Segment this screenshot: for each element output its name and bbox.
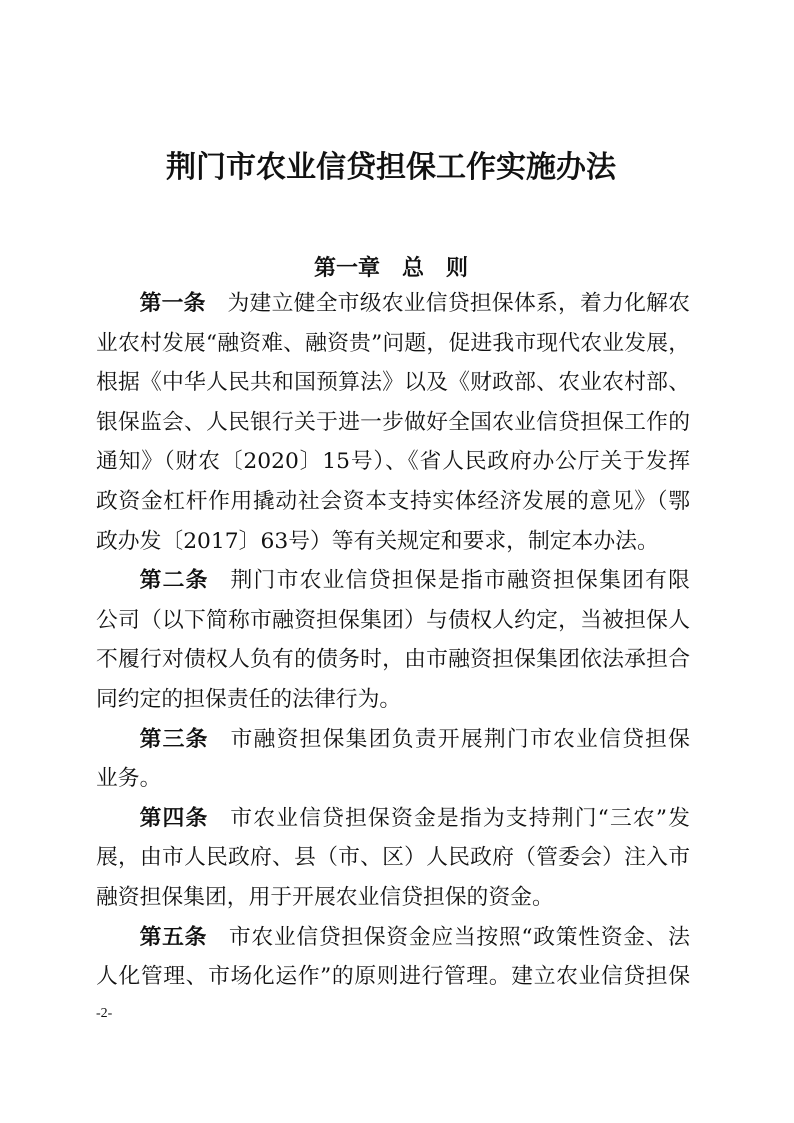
article-4-label: 第四条 xyxy=(139,805,209,831)
article-5-line-2: 人化管理、市场化运作”的原则进行管理。建立农业信贷担保 xyxy=(96,964,690,990)
article-3-line-2: 业务。 xyxy=(96,766,162,792)
article-5-text: 市农业信贷担保资金应当按照“政策性资金、法 xyxy=(228,924,690,950)
article-4-line-3: 融资担保集团，用于开展农业信贷担保的资金。 xyxy=(96,884,554,910)
article-1-line-4: 银保监会、人民银行关于进一步做好全国农业信贷担保工作的 xyxy=(96,409,690,435)
article-4-text: 市农业信贷担保资金是指为支持荆门“三农”发 xyxy=(230,805,690,831)
article-3-text: 市融资担保集团负责开展荆门市农业信贷担保 xyxy=(230,726,690,752)
article-5-label: 第五条 xyxy=(139,924,208,950)
article-1-line-7: 政办发〔2017〕63号）等有关规定和要求，制定本办法。 xyxy=(96,528,659,554)
article-3-line-1 xyxy=(96,720,690,760)
article-2-line-2: 公司（以下简称市融资担保集团）与债权人约定，当被担保人 xyxy=(96,607,690,633)
article-4-line-2: 展，由市人民政府、县（市、区）人民政府（管委会）注入市 xyxy=(96,845,690,871)
document-title: 荆门市农业信贷担保工作实施办法 xyxy=(166,150,616,185)
article-4-line-1 xyxy=(96,799,690,839)
article-1-line-6: 政资金杠杆作用撬动社会资本支持实体经济发展的意见》（鄂 xyxy=(96,488,690,514)
article-2-line-3: 不履行对债权人负有的债务时，由市融资担保集团依法承担合 xyxy=(96,647,690,673)
article-1-line-1 xyxy=(96,284,690,324)
article-1-line-2: 业农村发展“融资难、融资贵”问题，促进我市现代农业发展， xyxy=(96,330,690,356)
article-2-line-1 xyxy=(96,561,690,601)
article-1-line-3: 根据《中华人民共和国预算法》以及《财政部、农业农村部、 xyxy=(96,370,690,396)
page-number: -2- xyxy=(96,1006,113,1021)
article-1-label: 第一条 xyxy=(139,291,206,316)
article-2-label: 第二条 xyxy=(139,568,209,594)
article-2-line-4: 同约定的担保责任的法律行为。 xyxy=(96,686,402,712)
chapter-heading: 第一章 总 则 xyxy=(313,255,468,281)
article-1-text: 为建立健全市级农业信贷担保体系，着力化解农 xyxy=(227,291,690,316)
article-5-line-1 xyxy=(96,918,690,958)
document-body xyxy=(96,284,690,997)
article-3-label: 第三条 xyxy=(139,726,209,752)
article-2-text: 荆门市农业信贷担保是指市融资担保集团有限 xyxy=(230,568,690,594)
article-1-line-5: 通知》（财农〔2020〕15号）、《省人民政府办公厅关于发挥 xyxy=(96,449,690,475)
